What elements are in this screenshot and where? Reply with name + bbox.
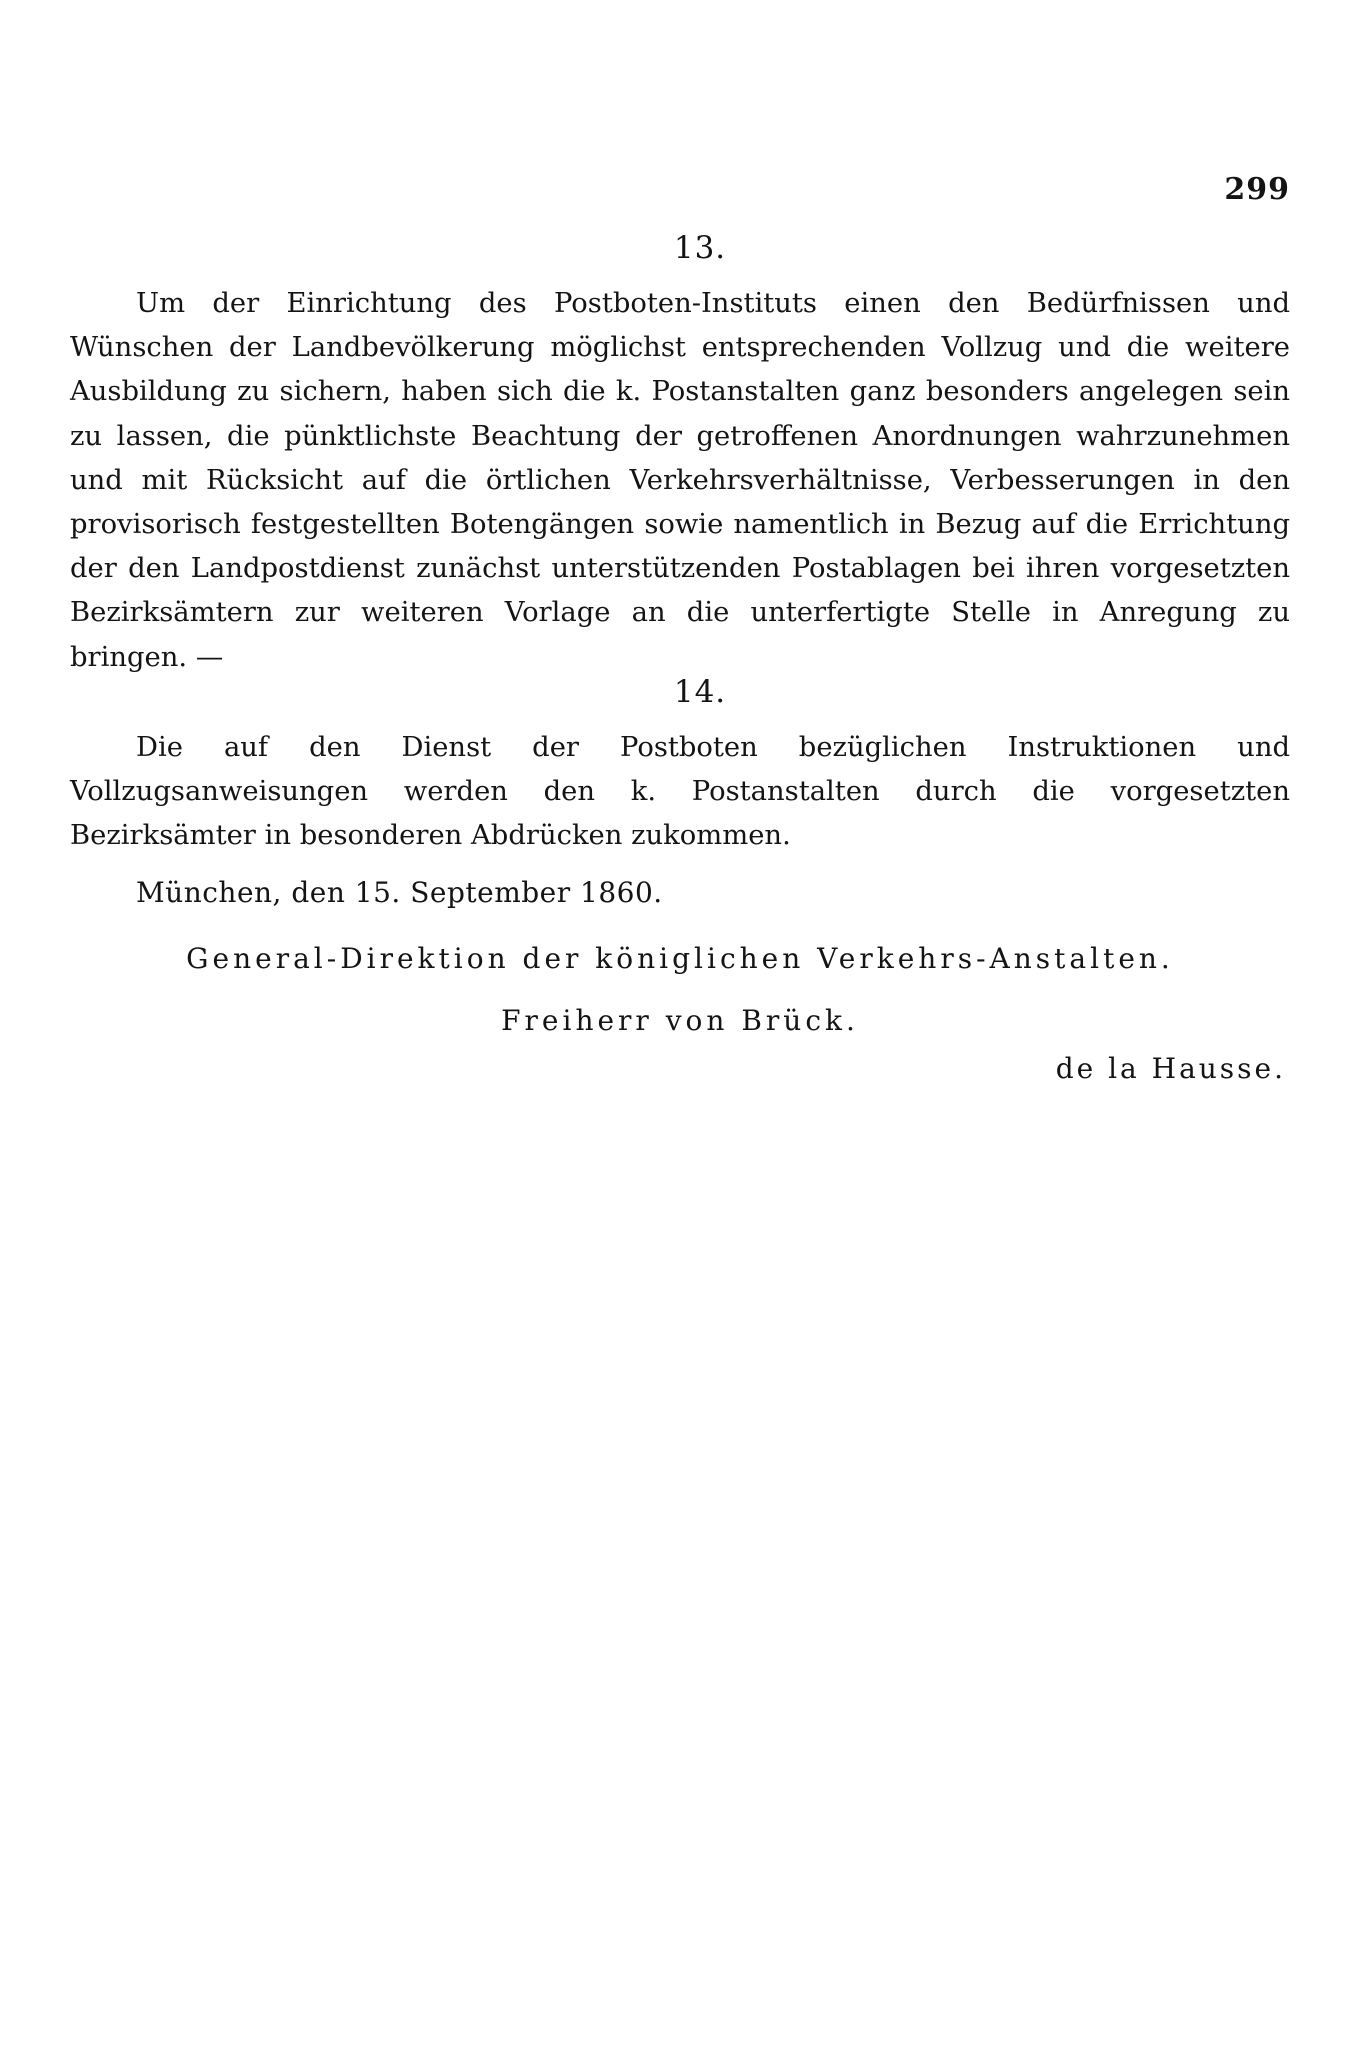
page-number: 299 (1224, 172, 1290, 207)
signature-primary: Freiherr von Brück. (501, 1004, 859, 1037)
paragraph-section-13: Um der Einrichtung des Postboten-Instituts einen den Bedürfnissen und Wünschen der Landbevölkerung möglichst entsprechenden Vollzug und die weitere Ausbildung zu sichern, haben sich die k. Postanstalten ganz besonders angelegen sein zu lassen, die pünktlichste Beachtung der getroffenen Anordnungen wahrzunehmen und mit Rücksicht auf die örtlichen Verkehrsverhältnisse, Verbesserungen in den provisorisch festgestellten Botengängen sowie namentlich in Bezug auf die Errichtung der den Landpostdienst zunächst unterstützenden Postablagen bei ihren vorgesetzten Bezirksämtern zur weiteren Vorlage an die unterfertigte Stelle in Anregung zu bringen. — (70, 288, 1290, 673)
section-number-13: 13. (673, 230, 727, 266)
date-line: München, den 15. September 1860. (136, 876, 663, 909)
section-number-14: 14. (673, 674, 727, 710)
issuing-authority: General-Direktion der königlichen Verkehrs-Anstalten. (186, 942, 1174, 975)
paragraph-section-14: Die auf den Dienst der Postboten bezüglichen Instruktionen und Vollzugsanweisungen werden den k. Postanstalten durch die vorgesetzten Bezirksämter in besonderen Abdrücken zukommen. (70, 732, 1290, 852)
signature-secondary: de la Hausse. (1055, 1052, 1286, 1085)
